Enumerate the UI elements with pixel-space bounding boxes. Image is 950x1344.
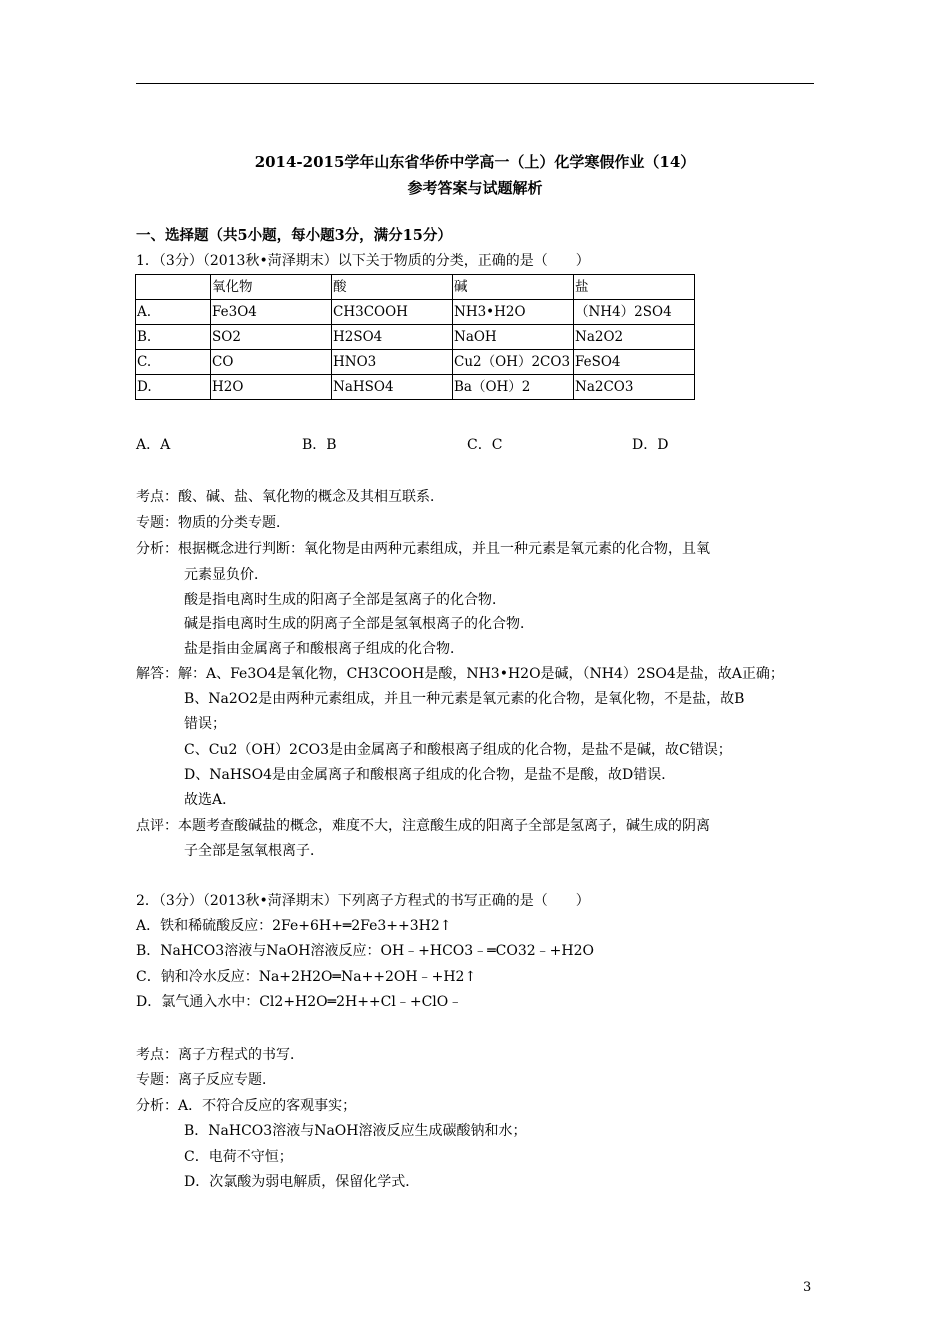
q1-zhuanti: 专题：物质的分类专题．	[136, 515, 290, 531]
table-header-cell: 氧化物	[211, 275, 332, 300]
table-header-cell: 盐	[574, 275, 695, 300]
table-cell: Na2O2	[574, 325, 695, 350]
table-row	[136, 325, 695, 350]
table-cell: Na2CO3	[574, 375, 695, 400]
table-cell: NaHSO4	[332, 375, 453, 400]
page-number: 3	[803, 1280, 812, 1295]
q1-jieda-b: B、Na2O2是由两种元素组成，并且一种元素是氧元素的化合物，是氧化物，不是盐，故B	[184, 691, 745, 707]
table-cell: B.	[136, 325, 211, 350]
classification-table	[135, 274, 695, 400]
table-cell: Cu2（OH）2CO3	[453, 350, 574, 375]
q2-zhuanti: 专题：离子反应专题．	[136, 1072, 276, 1088]
q2-fenxi-line: 分析：A．不符合反应的客观事实；	[136, 1098, 357, 1114]
q2-option-a: A．铁和稀硫酸反应：2Fe+6H+═2Fe3++3H2↑	[136, 918, 452, 934]
table-row	[136, 300, 695, 325]
q2-kaodian: 考点：离子方程式的书写．	[136, 1047, 304, 1063]
q1-fenxi-line: 酸是指电离时生成的阳离子全部是氢离子的化合物．	[184, 592, 506, 608]
table-cell: NaOH	[453, 325, 574, 350]
table-cell: NH3•H2O	[453, 300, 574, 325]
document-title: 2014-2015学年山东省华侨中学高一（上）化学寒假作业（14）	[254, 153, 696, 171]
q2-fenxi-line: B．NaHCO3溶液与NaOH溶液反应生成碳酸钠和水；	[184, 1123, 527, 1139]
q1-fenxi-line: 碱是指电离时生成的阴离子全部是氢氧根离子的化合物．	[184, 616, 534, 632]
table-header-cell: 碱	[453, 275, 574, 300]
q1-jieda-a: 解答：解：A、Fe3O4是氧化物，CH3COOH是酸，NH3•H2O是碱，（NH4）2SO4是盐，故A正确；	[136, 666, 784, 682]
table-cell: FeSO4	[574, 350, 695, 375]
q1-jieda-c: C、Cu2（OH）2CO3是由金属离子和酸根离子组成的化合物，是盐不是碱，故C错误；	[184, 742, 732, 758]
table-cell: C.	[136, 350, 211, 375]
q2-fenxi-line: C．电荷不守恒；	[184, 1149, 293, 1165]
table-cell: Fe3O4	[211, 300, 332, 325]
table-cell: SO2	[211, 325, 332, 350]
q2-option-d: D．氯气通入水中：Cl2+H2O═2H++Cl﹣+ClO﹣	[136, 994, 463, 1010]
q2-option-b: B．NaHCO3溶液与NaOH溶液反应：OH﹣+HCO3﹣═CO32﹣+H2O	[136, 943, 594, 959]
table-header-cell: 酸	[332, 275, 453, 300]
q1-option-b: B．B	[302, 437, 337, 453]
q2-stem: 2．（3分）（2013秋•菏泽期末）下列离子方程式的书写正确的是（ ）	[136, 893, 590, 909]
q1-option-c: C．C	[467, 437, 503, 453]
header-rule	[136, 83, 814, 84]
table-cell: （NH4）2SO4	[574, 300, 695, 325]
q1-option-a: A．A	[136, 437, 171, 453]
table-cell: Ba（OH）2	[453, 375, 574, 400]
q1-jieda-b-cont: 错误；	[184, 716, 226, 732]
table-cell: CO	[211, 350, 332, 375]
table-cell: CH3COOH	[332, 300, 453, 325]
q1-stem: 1．（3分）（2013秋•菏泽期末）以下关于物质的分类，正确的是（ ）	[136, 253, 590, 269]
q1-fenxi-line: 元素显负价．	[184, 567, 268, 583]
table-header-row	[136, 275, 695, 300]
q1-jieda-conclusion: 故选A．	[184, 792, 237, 808]
q1-option-d: D．D	[632, 437, 669, 453]
table-cell: H2SO4	[332, 325, 453, 350]
q1-fenxi-line: 盐是指由金属离子和酸根离子组成的化合物．	[184, 641, 464, 657]
table-header-cell	[136, 275, 211, 300]
table-cell: D.	[136, 375, 211, 400]
table-row	[136, 350, 695, 375]
q1-dianping-cont: 子全部是氢氧根离子．	[184, 843, 324, 859]
table-cell: HNO3	[332, 350, 453, 375]
document-subtitle: 参考答案与试题解析	[407, 179, 543, 197]
section-heading: 一、选择题（共5小题，每小题3分，满分15分）	[136, 227, 452, 244]
table-cell: A.	[136, 300, 211, 325]
q1-dianping: 点评：本题考查酸碱盐的概念，难度不大，注意酸生成的阳离子全部是氢离子，碱生成的阴离	[136, 818, 710, 834]
table-cell: H2O	[211, 375, 332, 400]
q1-fenxi-line: 分析：根据概念进行判断：氧化物是由两种元素组成，并且一种元素是氧元素的化合物，且氧	[136, 541, 710, 557]
q1-jieda-d: D、NaHSO4是由金属离子和酸根离子组成的化合物，是盐不是酸，故D错误．	[184, 767, 676, 783]
q2-option-c: C．钠和冷水反应：Na+2H2O═Na++2OH﹣+H2↑	[136, 969, 477, 985]
q1-kaodian: 考点：酸、碱、盐、氧化物的概念及其相互联系．	[136, 489, 444, 505]
q2-fenxi-line: D．次氯酸为弱电解质，保留化学式．	[184, 1174, 420, 1190]
table-row	[136, 375, 695, 400]
